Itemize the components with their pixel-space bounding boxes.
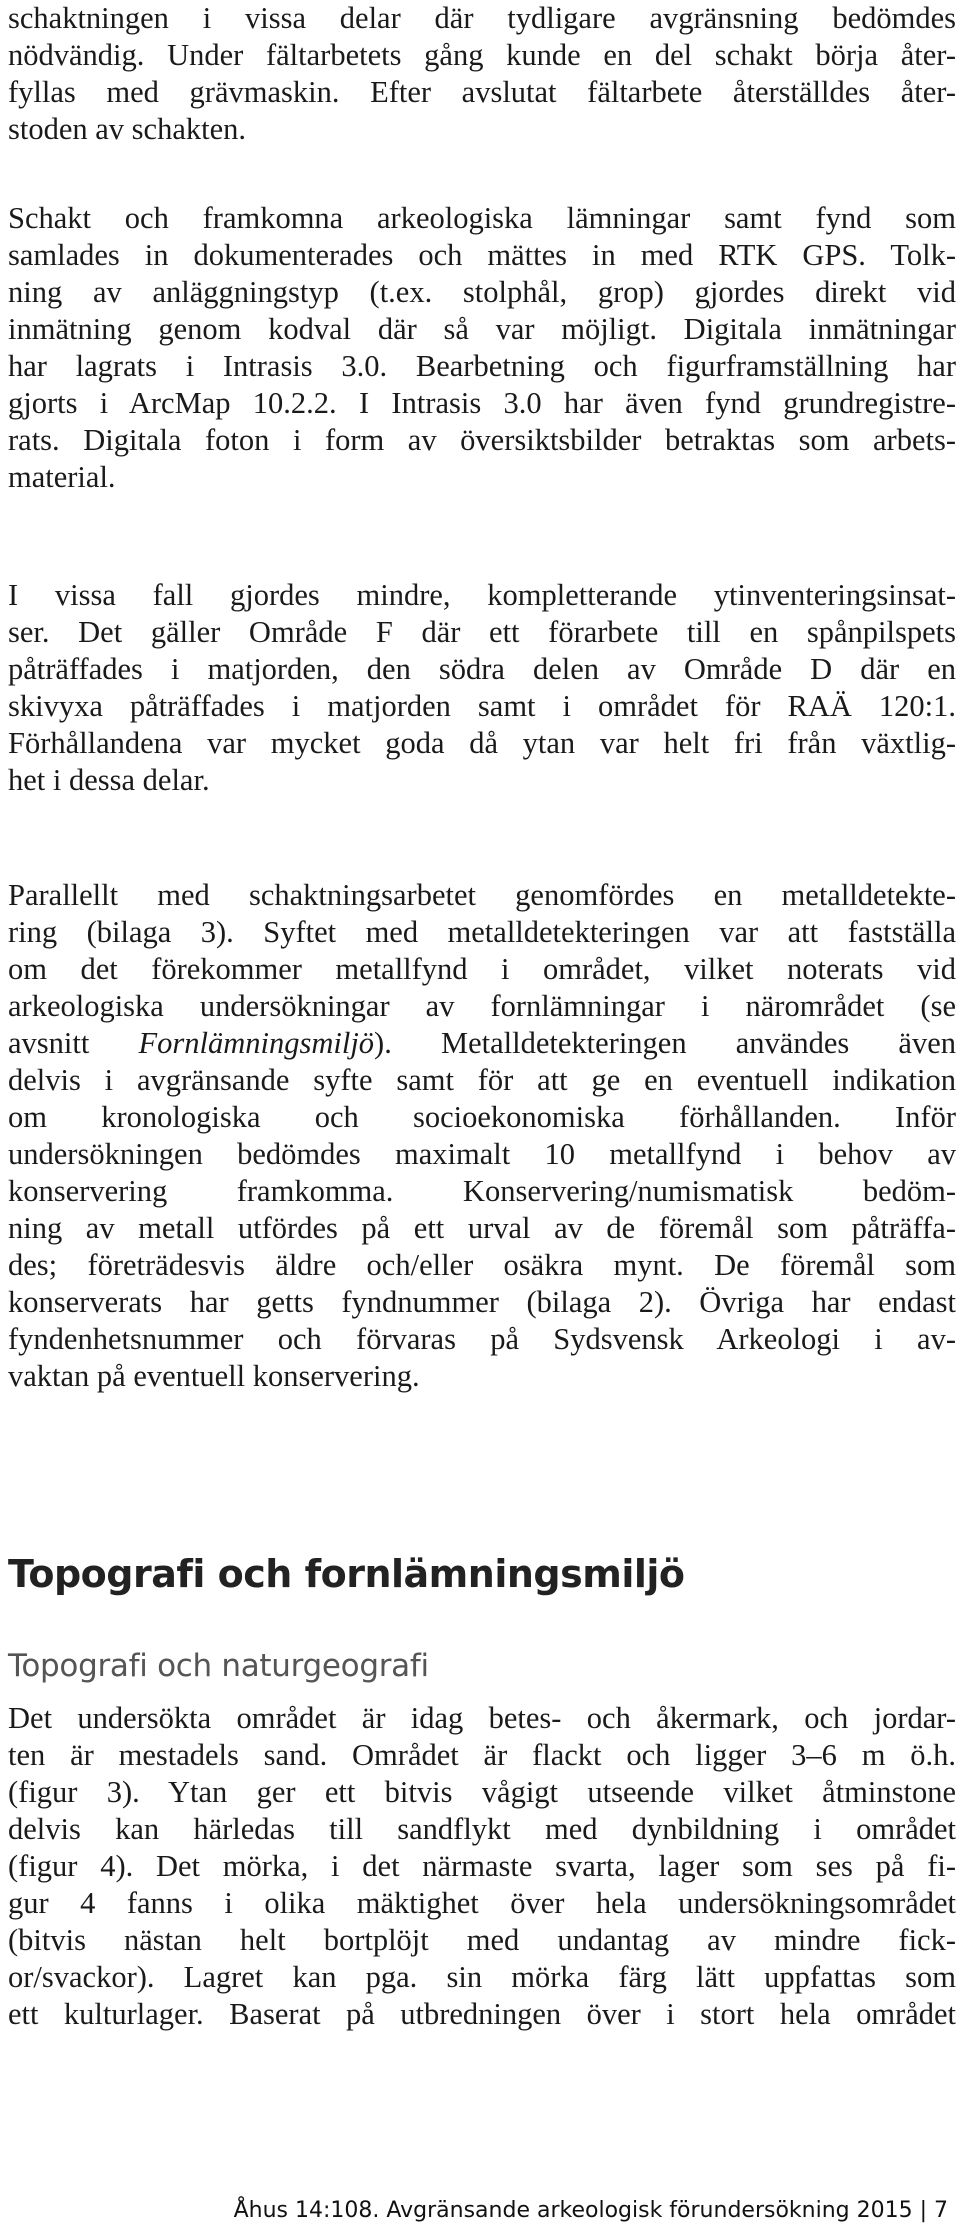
text-line: (figur 3). Ytan ger ett bitvis vågigt utseende vilket åtminstone: [8, 1775, 956, 1809]
text-line: gur 4 fanns i olika mäktighet över hela undersökningsområdet: [8, 1886, 956, 1920]
text-line: Det undersökta området är idag betes- och åkermark, och jordar-: [8, 1701, 956, 1735]
text-line: inmätning genom kodval där så var möjligt. Digitala inmätningar: [8, 312, 956, 346]
text-line: konserverats har getts fyndnummer (bilaga 2). Övriga har endast: [8, 1285, 956, 1319]
paragraph-topografi: [8, 1700, 956, 2033]
text-line: om det förekommer metallfynd i området, vilket noterats vid: [8, 952, 956, 986]
paragraph-ytinventering: [8, 577, 956, 799]
paragraph-metalldetektering: [8, 877, 956, 1395]
text-line: arkeologiska undersökningar av fornlämningar i närområdet (se: [8, 989, 956, 1023]
text-line: Förhållandena var mycket goda då ytan var helt fri från växtlig-: [8, 726, 956, 760]
text-line: delvis kan härledas till sandflykt med dynbildning i området: [8, 1812, 956, 1846]
text-line: des; företrädesvis äldre och/eller osäkra mynt. De föremål som: [8, 1248, 956, 1282]
text-line: (bitvis nästan helt bortplöjt med undantag av mindre fick-: [8, 1923, 956, 1957]
text-line: [8, 1025, 956, 1062]
italic-reference: Fornlämningsmiljö: [138, 1026, 375, 1060]
text-line: stoden av schakten.: [8, 112, 246, 146]
text-line: vaktan på eventuell konservering.: [8, 1359, 420, 1393]
paragraph-dokumentation: [8, 200, 956, 496]
text-line: delvis i avgränsande syfte samt för att ge en eventuell indikation: [8, 1063, 956, 1097]
text-line: fyllas med grävmaskin. Efter avslutat fältarbete återställdes åter-: [8, 75, 956, 109]
text-line: rats. Digitala foton i form av översiktsbilder betraktas som arbets-: [8, 423, 956, 457]
text-line: I vissa fall gjordes mindre, kompletterande ytinventeringsinsat-: [8, 578, 956, 612]
page-footer: Åhus 14:108. Avgränsande arkeologisk förundersökning 2015 | 7: [233, 2198, 948, 2223]
text-line: material.: [8, 460, 116, 494]
text-line: nödvändig. Under fältarbetets gång kunde en del schakt börja åter-: [8, 38, 956, 72]
text-line: konservering framkomma. Konservering/numismatisk bedöm-: [8, 1174, 956, 1208]
text-line: ning av metall utfördes på ett urval av de föremål som påträffa-: [8, 1211, 956, 1245]
text-line: påträffades i matjorden, den södra delen av Område D där en: [8, 652, 956, 686]
subsection-heading: Topografi och naturgeografi: [8, 1648, 429, 1684]
text-line: Parallellt med schaktningsarbetet genomfördes en metalldetekte-: [8, 878, 956, 912]
text-line: undersökningen bedömdes maximalt 10 metallfynd i behov av: [8, 1137, 956, 1171]
text-span: ). Metalldetekteringen användes även: [374, 1026, 956, 1060]
text-line: ning av anläggningstyp (t.ex. stolphål, grop) gjordes direkt vid: [8, 275, 956, 309]
text-span: avsnitt: [8, 1026, 139, 1060]
text-line: samlades in dokumenterades och mättes in med RTK GPS. Tolk-: [8, 238, 956, 272]
text-line: Schakt och framkomna arkeologiska lämningar samt fynd som: [8, 201, 956, 235]
text-line: skivyxa påträffades i matjorden samt i området för RAÄ 120:1.: [8, 689, 956, 723]
text-line: fyndenhetsnummer och förvaras på Sydsvensk Arkeologi i av-: [8, 1322, 956, 1356]
text-line: ett kulturlager. Baserat på utbredningen över i stort hela området: [8, 1997, 956, 2031]
section-heading: Topografi och fornlämningsmiljö: [8, 1552, 685, 1596]
text-line: schaktningen i vissa delar där tydligare avgränsning bedömdes: [8, 1, 956, 35]
text-line: om kronologiska och socioekonomiska förhållanden. Inför: [8, 1100, 956, 1134]
text-line: ring (bilaga 3). Syftet med metalldetekteringen var att fastställa: [8, 915, 956, 949]
text-line: ser. Det gäller Område F där ett förarbete till en spånpilspets: [8, 615, 956, 649]
text-line: (figur 4). Det mörka, i det närmaste svarta, lager som ses på fi-: [8, 1849, 956, 1883]
text-line: het i dessa delar.: [8, 763, 210, 797]
text-line: ten är mestadels sand. Området är flackt och ligger 3–6 m ö.h.: [8, 1738, 956, 1772]
text-line: or/svackor). Lagret kan pga. sin mörka färg lätt uppfattas som: [8, 1960, 956, 1994]
paragraph-schaktning: [8, 0, 956, 148]
text-line: har lagrats i Intrasis 3.0. Bearbetning och figurframställning har: [8, 349, 956, 383]
text-line: gjorts i ArcMap 10.2.2. I Intrasis 3.0 har även fynd grundregistre-: [8, 386, 956, 420]
